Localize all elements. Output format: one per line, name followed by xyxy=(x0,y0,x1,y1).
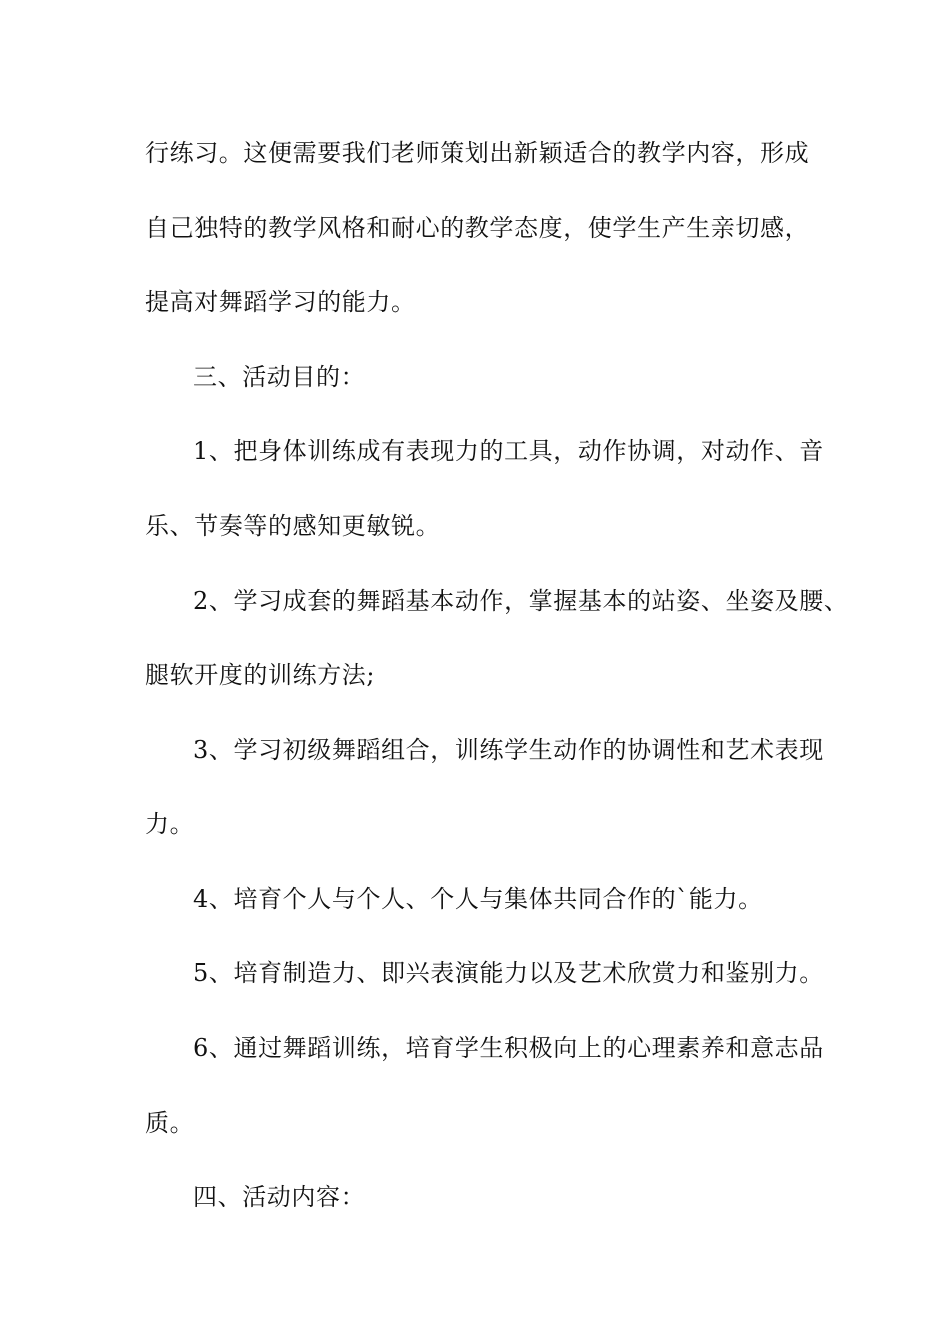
text-line: 腿软开度的训练方法; xyxy=(145,661,376,689)
list-item: 4、培育个人与个人、个人与集体共同合作的`能力。 xyxy=(193,885,763,913)
list-item: 5、培育制造力、即兴表演能力以及艺术欣赏力和鉴别力。 xyxy=(193,959,824,987)
section-heading: 三、活动目的： xyxy=(193,363,366,391)
section-heading: 四、活动内容： xyxy=(193,1183,366,1211)
text-line: 行练习。这便需要我们老师策划出新颖适合的教学内容，形成 xyxy=(145,139,810,167)
text-line: 力。 xyxy=(145,810,195,838)
list-item: 1、把身体训练成有表现力的工具，动作协调，对动作、音 xyxy=(193,437,824,465)
text-line: 质。 xyxy=(145,1109,195,1137)
list-item: 6、通过舞蹈训练，培育学生积极向上的心理素养和意志品 xyxy=(193,1034,824,1062)
text-line: 提高对舞蹈学习的能力。 xyxy=(145,288,416,316)
text-line: 自己独特的教学风格和耐心的教学态度，使学生产生亲切感， xyxy=(145,214,810,242)
list-item: 2、学习成套的舞蹈基本动作，掌握基本的站姿、坐姿及腰、 xyxy=(193,587,849,615)
text-line: 乐、节奏等的感知更敏锐。 xyxy=(145,512,441,540)
list-item: 3、学习初级舞蹈组合，训练学生动作的协调性和艺术表现 xyxy=(193,736,824,764)
